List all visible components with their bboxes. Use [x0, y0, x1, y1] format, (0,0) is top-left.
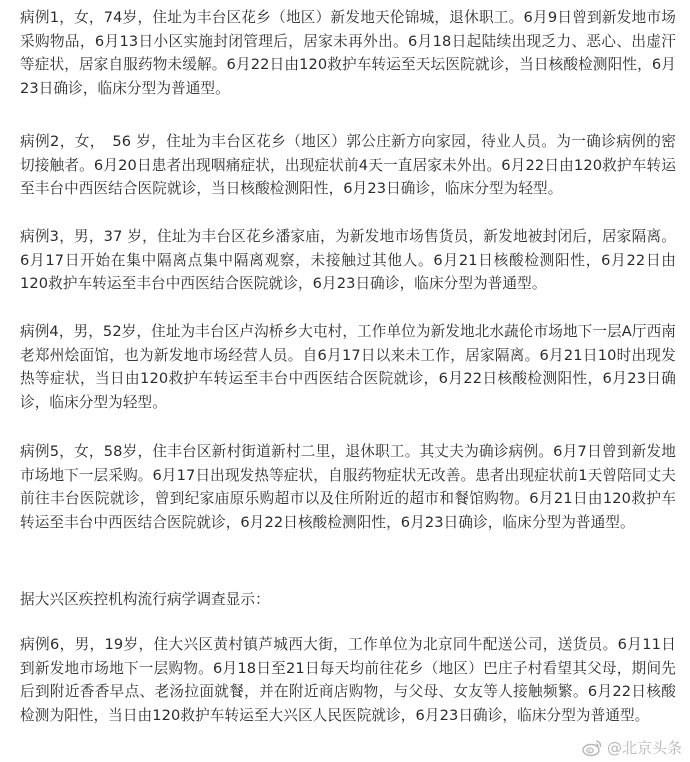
- case-5-paragraph: 病例5，女，58岁，住丰台区新村街道新村二里，退休职工。其丈夫为确诊病例。6月7日曾到新发地市场地下一层采购。6月17日出现发热等症状，自服药物症状无改善。患者出现症状前1天曾陪同丈夫前往丰台医院就诊，曾到纪家庙原乐购超市以及住所附近的超市和餐馆购物。6月21日由120救护车转运至丰台中西医结合医院就诊，6月22日核酸检测阳性，6月23日确诊，临床分型为普通型。: [20, 443, 676, 531]
- watermark: [582, 737, 682, 758]
- daxing-survey-heading: 据大兴区疾控机构流行病学调查显示：: [20, 591, 270, 608]
- weibo-icon: [582, 739, 602, 757]
- case-4-paragraph: 病例4，男，52岁，住址为丰台区卢沟桥乡大屯村，工作单位为新发地北水蔬伦市场地下一层A厅西南老郑州烩面馆，也为新发地市场经营人员。自6月17日以来未工作，居家隔离。6月21日10时出现发热等症状，当日由120救护车转运至丰台中西医结合医院就诊，6月22日核酸检测阳性，6月23日确诊，临床分型为轻型。: [20, 323, 676, 411]
- watermark-text: @北京头条: [606, 739, 682, 757]
- case-1-paragraph: 病例1，女，74岁，住址为丰台区花乡（地区）新发地天伦锦城，退休职工。6月9日曾到新发地市场采购物品，6月13日小区实施封闭管理后，居家未再外出。6月18日起陆续出现乏力、恶心、出虚汗等症状，居家自服药物未缓解。6月22日由120救护车转运至天坛医院就诊，当日核酸检测阳性，6月23日确诊，临床分型为普通型。: [20, 9, 676, 97]
- case-6-paragraph: 病例6，男，19岁，住大兴区黄村镇芦城西大街，工作单位为北京同牛配送公司，送货员。6月11日到新发地市场地下一层购物。6月18日至21日每天均前往花乡（地区）巴庄子村看望其父母，期间先后到附近香香早点、老汤拉面就餐，并在附近商店购物，与父母、女友等人接触频繁。6月22日核酸检测为阳性，当日由120救护车转运至大兴区人民医院就诊，6月23日确诊，临床分型为普通型。: [20, 636, 676, 724]
- case-2-paragraph: 病例2，女， 56 岁，住址为丰台区花乡（地区）郭公庄新方向家园，待业人员。为一确诊病例的密切接触者。6月20日患者出现咽痛症状，出现症状前4天一直居家未外出。6月22日由120救护车转运至丰台中西医结合医院就诊，当日核酸检测阳性，6月23日确诊，临床分型为轻型。: [20, 133, 676, 197]
- case-3-paragraph: 病例3，男，37 岁，住址为丰台区花乡潘家庙，为新发地市场售货员，新发地被封闭后，居家隔离。6月17日开始在集中隔离点集中隔离观察，未接触过其他人。6月21日核酸检测阳性，6月22日由120救护车转运至丰台中西医结合医院就诊，6月23日确诊，临床分型为普通型。: [20, 228, 676, 292]
